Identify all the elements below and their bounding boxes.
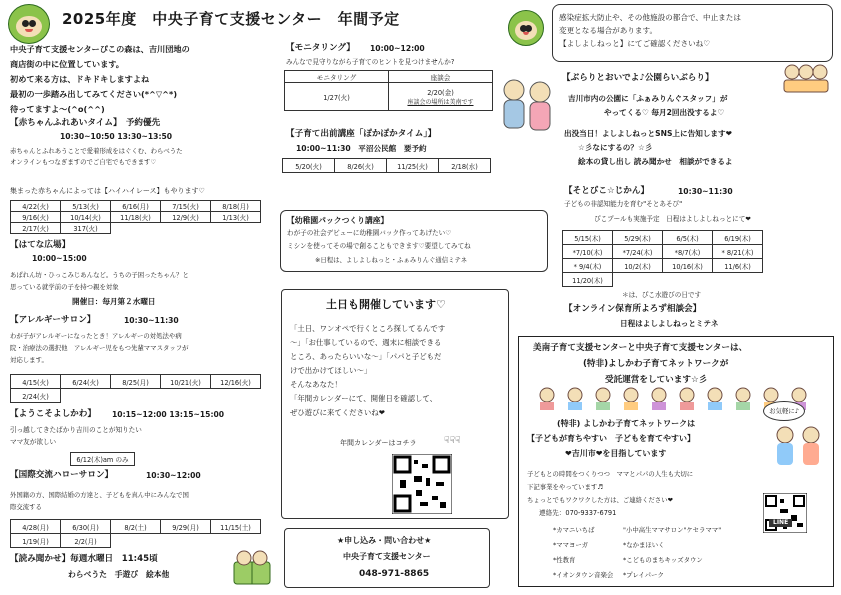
weekend-text: ～」「お仕事しているので、週末に相談できる (290, 338, 442, 347)
date-cell: 11/20(木) (563, 273, 613, 287)
npo-program: *性教育 (553, 556, 576, 564)
date-cell: 11/25(火) (387, 159, 439, 173)
pack-title: 【幼稚園パックつくり講座】 (287, 216, 389, 225)
date-cell: 2/18(水) (439, 159, 491, 173)
pack-desc: わが子の社会デビューに幼稚園バック作ってあげたい♡ (287, 229, 452, 237)
npo-tel[interactable]: 連絡先：070-9337-6791 (539, 509, 617, 517)
intl-desc: 外国籍の方、国際結婚の方達と、子どもを真ん中にみんなで国 (10, 491, 189, 499)
weekend-text: 「年間カレンダーにて、開催日を確認して、 (290, 394, 438, 403)
weekend-text: けで出かけてほしい～」 (290, 366, 372, 375)
weekend-box (281, 289, 509, 519)
date-cell: 2/2(月) (61, 534, 111, 548)
npo-program: "小中高生ママサロン"ケセラママ" (623, 526, 722, 534)
allergy-time: 10:30~11:30 (124, 316, 179, 325)
date-cell: 317(火) (61, 223, 111, 234)
npo-body: ちょっとでもワクワクした方は、ご連絡ください❤ (527, 496, 673, 504)
notice-line: 変更となる場合があります。 (559, 26, 658, 35)
npo-program: *ママヨーガ (553, 541, 589, 549)
npo-headline: (特非)よしかわ子育てネットワークが (583, 359, 729, 369)
date-cell: 12/16(火) (211, 375, 261, 389)
date-cell: *7/24(木) (613, 245, 663, 259)
date-cell: 2/24(火) (11, 389, 61, 403)
date-cell: 5/15(木) (563, 231, 613, 245)
npo-body: 子どもとの時間をつくりつつ ママとパパの人生も大切に (527, 470, 694, 478)
npo-program: *イオンタウン音楽会 (553, 571, 614, 579)
npo-sub: (特非) よしかわ子育てネットワークは (557, 419, 696, 428)
date-cell: 9/29(月) (161, 520, 211, 534)
date-cell: 5/29(木) (613, 231, 663, 245)
date-cell: 8/26(火) (335, 159, 387, 173)
monitoring-desc: みんなで見守りながら子育てのヒントを見つけませんか? (286, 58, 455, 66)
monitoring-table (284, 70, 493, 111)
pack-box (280, 210, 548, 272)
npo-program: *プレイパーク (623, 571, 664, 579)
sotobi-title: 【そとびこ☆じかん】 (564, 186, 650, 196)
welcome-time: 10:15~12:00 13:15~15:00 (112, 410, 225, 419)
welcome-desc: ママ友が欲しい (10, 438, 57, 446)
npo-program: *こどものまちキッズタウン (623, 556, 703, 564)
speech-bubble: お気軽に♪ (763, 401, 805, 421)
monitoring-title: 【モニタリング】 (286, 43, 355, 53)
pack-desc: ミシンを使ってその場で創ることもできます♡要望してみてね (287, 242, 471, 250)
intl-title: 【国際交流ハローサロン】 (10, 470, 114, 480)
pointing-down-icon: ☟☟☟ (444, 436, 461, 446)
sotobi-desc: 子どもの非認知能力を育む"そとあそび" (564, 200, 683, 208)
date-cell: 10/14(火) (61, 212, 111, 223)
date-cell: 7/15(火) (161, 201, 211, 212)
notice-line: 【よしよしねっと】にてご確認くださいね♡ (559, 39, 711, 48)
date-cell: 1/13(火) (211, 212, 261, 223)
date-cell: 2/20(金) 座談会の場所は美南です (389, 83, 493, 111)
date-cell: 4/15(火) (11, 375, 61, 389)
intl-desc: 際交流する (10, 503, 42, 511)
welcome-title: 【ようこそよしかわ】 (10, 409, 96, 419)
dekake-title: 【子育て出前講座「ぽかぽかタイム」】 (286, 129, 437, 139)
weekend-text: ぜひ遊びに来てくださいね❤ (290, 408, 385, 417)
date-cell: 1/19(月) (11, 534, 61, 548)
burari-text: やってくる♡ 毎月2回出没するよ♡ (604, 108, 725, 117)
table-header: モニタリング (285, 71, 389, 83)
date-cell: 11/18(火) (111, 212, 161, 223)
date-cell: 11/6(木) (713, 259, 763, 273)
weekend-title: 土日も開催しています♡ (326, 298, 446, 311)
hatena-desc: あぱれん坊・ひっこみじあんなど。うちの子困ったちゃん？と (10, 271, 189, 279)
notice-line: 感染症拡大防止や、その他施設の都合で、中止または (559, 13, 741, 22)
page-title: 2025年度 中央子育て支援センター 年間予定 (62, 10, 400, 28)
frog-mascot-right-icon (508, 10, 544, 46)
park-kids-illustration (780, 60, 832, 96)
allergy-title: 【アレルギーサロン】 (10, 315, 96, 325)
sotobi-pool: ぴこプールも実施予定 日程はよしよしねっとにて❤ (594, 215, 751, 223)
table-header: 座談会 (389, 71, 493, 83)
weekend-text: そんなあなた！ (290, 380, 342, 389)
intl-table (10, 519, 261, 548)
hatena-time: 10:00~15:00 (32, 254, 87, 263)
npo-box (518, 336, 834, 587)
contact-title: ★申し込み・問い合わせ★ (337, 536, 432, 545)
burari-text2: 絵本の貸し出し 読み聞かせ 相談ができるよ (578, 157, 733, 166)
baby-time-hours: 10:30~10:50 13:30~13:50 (60, 132, 173, 141)
highheel-table (10, 200, 261, 234)
sotobi-note: ＊は、ぴこ水遊びの日です (622, 291, 702, 299)
highheel-title: 集まった赤ちゃんによっては【ハイハイレース】もやります♡ (10, 187, 205, 195)
pack-note: ※日程は、よしよしねっと・ふぁみりんぐ通信ミテネ (315, 256, 468, 264)
date-cell: 8/2(土) (111, 520, 161, 534)
notice-box (552, 4, 833, 62)
date-cell: 8/18(月) (211, 201, 261, 212)
date-cell: 5/13(火) (61, 201, 111, 212)
allergy-desc: 対応します。 (10, 356, 48, 364)
date-cell: * 9/4(木) (563, 259, 613, 273)
date-cell: *7/10(木) (563, 245, 613, 259)
hatena-desc: 思っている就学前の子を持つ親を対象 (10, 283, 119, 291)
monitoring-time: 10:00~12:00 (370, 44, 425, 53)
intro-text: 中央子育て支援センターぴこの森は、吉川団地の 商店街の中に位置しています。 初めて来る方は、ドキドキしますよね 最初の一歩踏み出してみてください(*^▽^*) 待ってますよ～(^o(^^) (10, 44, 190, 114)
welcome-table (70, 452, 135, 466)
date-cell: 12/9(火) (161, 212, 211, 223)
weekend-text: 「土日、ワンオペで行くところ探してるんです (290, 324, 446, 333)
date-cell: * 8/21(木) (713, 245, 763, 259)
welcome-desc: 引っ越してきたばかり吉川のことが知りたい (10, 426, 142, 434)
reading-title: 【読み聞かせ】毎週水曜日 11:45頃 (10, 554, 158, 564)
dekake-time: 10:00~11:30 平沼公民館 要予約 (296, 144, 427, 153)
date-cell: 11/15(土) (211, 520, 261, 534)
date-cell: 8/25(月) (111, 375, 161, 389)
date-cell: 10/21(火) (161, 375, 211, 389)
grandparents-illustration (494, 74, 560, 142)
reading-sub: わらべうた 手遊び 絵本他 (68, 570, 170, 579)
date-cell: 2/17(火) (11, 223, 61, 234)
date-cell: 6/12(木)am のみ (71, 453, 135, 466)
date-cell: 1/27(火) (285, 83, 389, 111)
date-cell: 6/30(月) (61, 520, 111, 534)
date-cell: 5/20(火) (283, 159, 335, 173)
dekake-table (282, 158, 491, 173)
date-cell: 4/22(火) (11, 201, 61, 212)
date-cell: *8/7(木) (663, 245, 713, 259)
intl-time: 10:30~12:00 (146, 471, 201, 480)
reading-kids-illustration (230, 548, 274, 588)
calendar-link-label[interactable]: 年間カレンダーはコチラ (340, 439, 417, 447)
hatena-title: 【はてな広場】 (10, 240, 71, 250)
npo-headline: 受託運営をしています☆彡 (605, 375, 708, 385)
npo-headline: 美南子育て支援センターと中央子育て支援センターは、 (533, 343, 748, 353)
burari-title: 【ぶらりとおいでよ♪公園らいぶらり】 (562, 73, 714, 83)
sotobi-time: 10:30~11:30 (678, 187, 733, 196)
contact-phone[interactable]: 048-971-8865 (359, 569, 430, 579)
staff-illustration (769, 423, 829, 467)
baby-desc: オンラインもつなぎますのでご自宅でもできます♡ (10, 158, 157, 166)
burari-text: 吉川市内の公園に「ふぁみりんぐスタッフ」が (568, 94, 728, 103)
burari-text2: ☆彡なにするの？☆彡 (578, 143, 653, 152)
online-desc: 日程はよしよしねっとミテネ (620, 319, 719, 328)
date-cell: 10/16(木) (663, 259, 713, 273)
date-cell: 6/5(木) (663, 231, 713, 245)
contact-box (284, 528, 490, 588)
hatena-date: 開催日：毎月第２水曜日 (72, 297, 156, 306)
npo-sub: ❤吉川市❤を目指しています (565, 449, 667, 458)
contact-name: 中央子育て支援センター (343, 552, 431, 561)
frog-mascot-icon (8, 4, 50, 44)
calendar-qr-code[interactable] (392, 454, 452, 514)
npo-sub: 【子どもが育ちやすい 子どもを育てやすい】 (527, 434, 695, 443)
date-cell: 9/16(火) (11, 212, 61, 223)
date-cell: 4/28(月) (11, 520, 61, 534)
baby-time-title: 【赤ちゃんふれあいタイム】 予約優先 (10, 118, 161, 128)
date-cell: 6/24(火) (61, 375, 111, 389)
npo-program: *なかまほいく (623, 541, 665, 549)
npo-program: *カマニいちば (553, 526, 595, 534)
npo-body: 下記事業をやっています♬ (527, 483, 604, 491)
date-cell: 10/2(木) (613, 259, 663, 273)
weekend-text: ところ、あったらいいな～」「パパと子どもだ (290, 352, 442, 361)
line-label: LINE (769, 519, 792, 527)
date-cell: 6/16(月) (111, 201, 161, 212)
date-cell: 6/19(木) (713, 231, 763, 245)
burari-text2: 出没当日！よしよしねっとSNS上に告知します❤ (564, 129, 732, 138)
line-qr-code[interactable] (763, 493, 807, 533)
allergy-desc: わが子がアレルギーになったとき！アレルギーの対処法や病 (10, 332, 182, 340)
online-title: 【オンライン保育所よろず相談会】 (564, 304, 702, 314)
allergy-desc: 院・治療法の選択他 アレルギー児をもつ先輩ママスタッフが (10, 344, 189, 352)
allergy-table (10, 374, 261, 403)
baby-desc: 赤ちゃんとふれあうことで愛着形成をはぐくむ、わらべうた (10, 147, 183, 155)
sotobi-table (562, 230, 763, 287)
